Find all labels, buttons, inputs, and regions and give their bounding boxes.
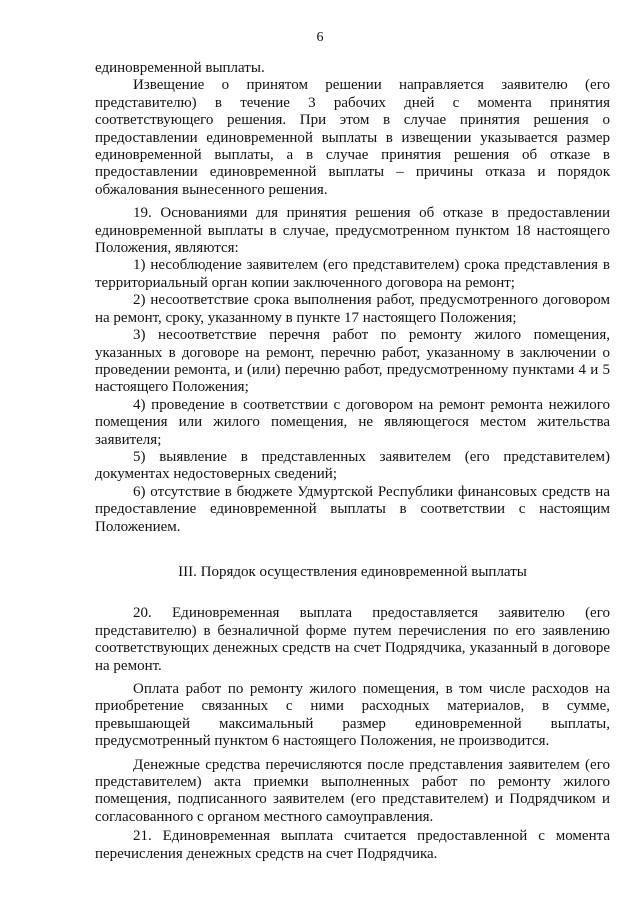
paragraph: единовременной выплаты. [95,60,265,76]
list-item: 2) несоответствие срока выполнения работ, предусмотренного договором на ремонт, сроку, указанному в пункте 17 настоящего Положения; [95,292,610,326]
list-item: 3) несоответствие перечня работ по ремонту жилого помещения, указанных в договоре на ремонт, перечню работ, указанному в заключении о проведении ремонта, и (или) перечню работ, предусмотренному пунктами 4 и 5 настоящего Положения; [95,327,610,396]
paragraph: Оплата работ по ремонту жилого помещения, в том числе расходов на приобретение связанных с ними расходных материалов, в сумме, превышающей максимальный размер единовременной выплаты, предусмотренный пунктом 6 настоящего Положения, не производится. [95,681,610,750]
list-item: 5) выявление в представленных заявителем (его представителем) документах недостоверных сведений; [95,448,610,483]
page-number: 6 [316,30,324,45]
list-item: 6) отсутствие в бюджете Удмуртской Республики финансовых средств на предоставление единовременной выплаты в соответствии с настоящим Положением. [95,483,610,535]
paragraph-clause-19: 19. Основаниями для принятия решения об отказе в предоставлении единовременной выплаты в случае, предусмотренном пунктом 18 настоящего Положения, являются: [95,205,610,257]
paragraph: Денежные средства перечисляются после представления заявителем (его представителем) акта приемки выполненных работ по ремонту жилого помещения, подписанного заявителем (его представителем) и Подрядчиком и согласованного с органом местного самоуправления. [95,756,610,825]
paragraph-clause-20: 20. Единовременная выплата предоставляется заявителю (его представителю) в безналичной форме путем перечисления по его заявлению соответствующих денежных средств на счет Подрядчика, указанный в договоре на ремонт. [95,605,610,674]
list-item: 4) проведение в соответствии с договором на ремонт ремонта нежилого помещения или жилого помещения, не являющегося местом жительства заявителя; [95,396,610,448]
paragraph-clause-21: 21. Единовременная выплата считается предоставленной с момента перечисления денежных средств на счет Подрядчика. [95,828,610,862]
section-heading: III. Порядок осуществления единовременной выплаты [178,563,527,580]
list-item: 1) несоблюдение заявителем (его представителем) срока представления в территориальный орган копии заключенного договора на ремонт; [95,257,610,291]
document-body [95,60,610,863]
paragraph: Извещение о принятом решении направляется заявителю (его представителю) в течение 3 рабочих дней с момента принятия соответствующего решения. При этом в случае принятия решения о предоставлении единовременной выплаты в извещении указывается размер единовременной выплаты, а в случае принятия решения об отказе в предоставлении единовременной выплаты – причины отказа и порядок обжалования вынесенного решения. [95,77,610,198]
